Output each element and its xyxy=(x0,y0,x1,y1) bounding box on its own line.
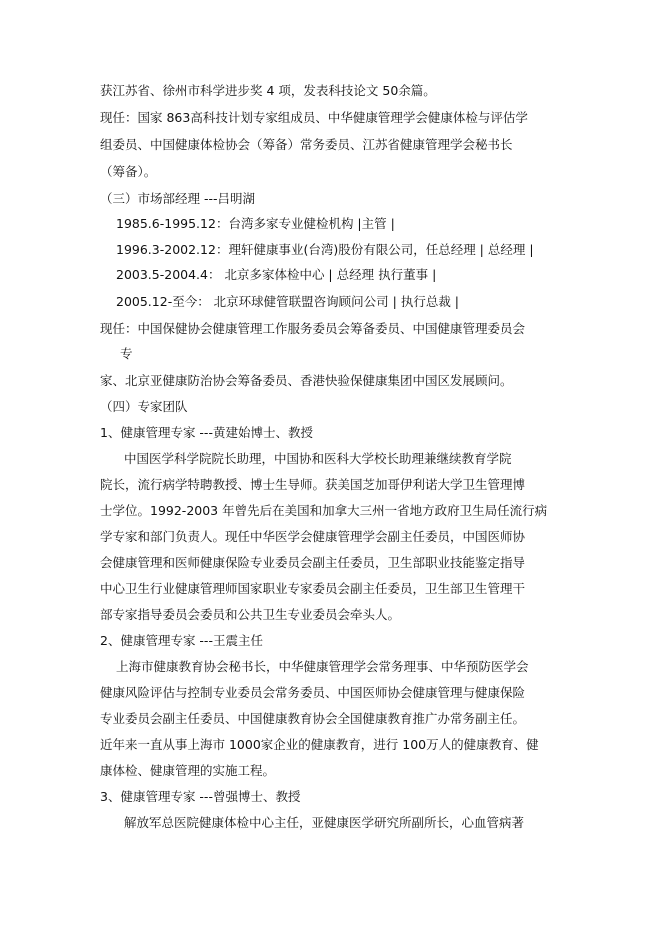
text-line-26: 近年来一直从事上海市 1000家企业的健康教育，进行 100万人的健康教育、健 xyxy=(100,737,539,752)
text-line-29: 解放军总医院健康体检中心主任，亚健康医学研究所副所长，心血管病著 xyxy=(124,815,525,830)
expert-heading-3: 3、健康管理专家 ---曾强博士、教授 xyxy=(100,789,301,804)
text-line-24: 健康风险评估与控制专业委员会常务委员、中国医师协会健康管理与健康保险 xyxy=(100,685,526,700)
expert-heading-2: 2、健康管理专家 ---王震主任 xyxy=(100,633,263,648)
section-heading-market-manager: （三）市场部经理 ---吕明湖 xyxy=(100,191,256,206)
expert-heading-1: 1、健康管理专家 ---黄建始博士、教授 xyxy=(100,425,313,440)
text-line-12: 家、北京亚健康防治协会筹备委员、香港快验保健康集团中国区发展顾问。 xyxy=(100,373,513,388)
text-line-23: 上海市健康教育协会秘书长，中华健康管理学会常务理事、中华预防医学会 xyxy=(116,659,529,674)
text-line-3: 组委员、中国健康体检协会（筹备）常务委员、江苏省健康管理学会秘书长 xyxy=(100,137,513,152)
text-line-1: 获江苏省、徐州市科学进步奖 4 项，发表科技论文 50余篇。 xyxy=(100,83,436,98)
text-line-27: 康体检、健康管理的实施工程。 xyxy=(100,763,276,778)
text-line-25: 专业委员会副主任委员、中国健康教育协会全国健康教育推广办常务副主任。 xyxy=(100,711,526,726)
text-line-17: 士学位。1992-2003 年曾先后在美国和加拿大三州一省地方政府卫生局任流行病 xyxy=(100,503,548,518)
text-line-16: 院长，流行病学特聘教授、博士生导师。获美国芝加哥伊利诺大学卫生管理博 xyxy=(100,477,526,492)
text-line-19: 会健康管理和医师健康保险专业委员会副主任委员，卫生部职业技能鉴定指导 xyxy=(100,555,526,570)
career-entry-4: 2005.12-至今： 北京环球健管联盟咨询顾问公司 | 执行总裁 | xyxy=(116,294,460,309)
text-line-11: 专 xyxy=(120,346,133,361)
text-line-2: 现任：国家 863高科技计划专家组成员、中华健康管理学会健康体检与评估学 xyxy=(100,110,528,125)
text-line-18: 学专家和部门负责人。现任中华医学会健康管理学会副主任委员，中国医师协 xyxy=(100,529,526,544)
text-line-15: 中国医学科学院院长助理，中国协和医科大学校长助理兼继续教育学院 xyxy=(124,451,512,466)
text-line-20: 中心卫生行业健康管理师国家职业专家委员会副主任委员，卫生部卫生管理干 xyxy=(100,581,526,596)
text-line-10: 现任：中国保健协会健康管理工作服务委员会筹备委员、中国健康管理委员会 xyxy=(100,321,526,336)
career-entry-2: 1996.3-2002.12：理轩健康事业(台湾)股份有限公司，任总经理 | 总经理 | xyxy=(116,242,534,257)
text-line-4: （筹备）。 xyxy=(100,164,157,179)
section-heading-expert-team: （四）专家团队 xyxy=(100,399,188,414)
text-line-21: 部专家指导委员会委员和公共卫生专业委员会牵头人。 xyxy=(100,607,401,622)
career-entry-3: 2003.5-2004.4： 北京多家体检中心 | 总经理 执行董事 | xyxy=(116,267,437,282)
career-entry-1: 1985.6-1995.12：台湾多家专业健检机构 |主管 | xyxy=(116,216,395,231)
